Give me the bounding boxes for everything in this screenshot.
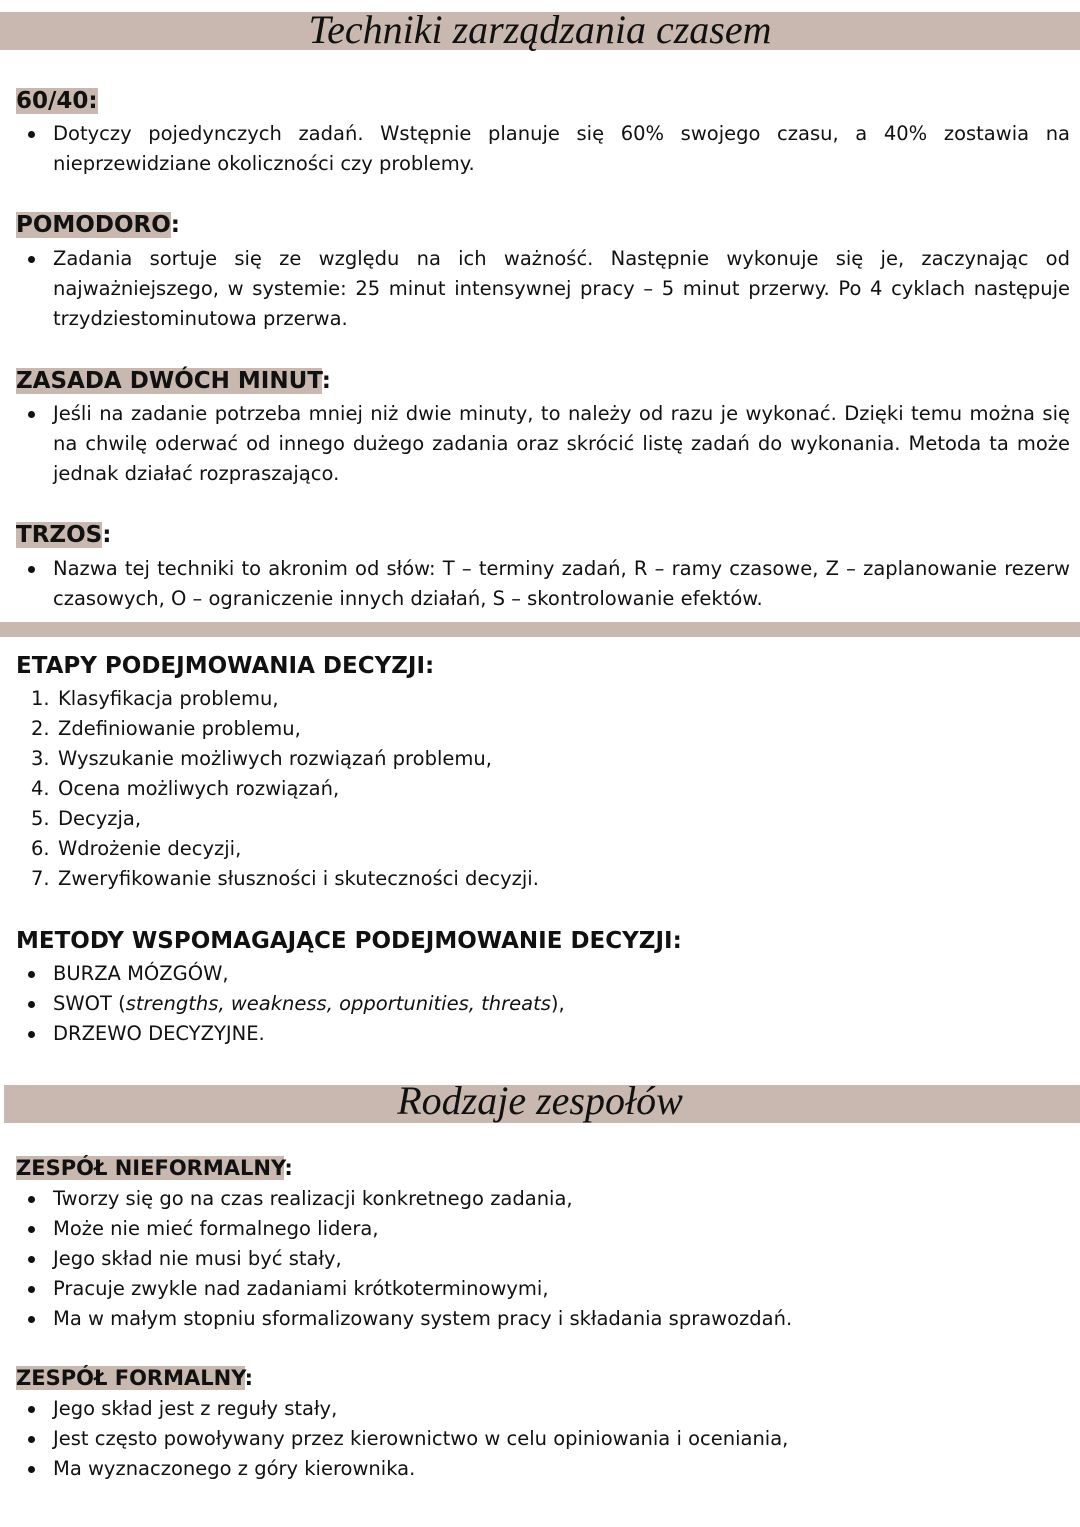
list-item: 4. Ocena możliwych rozwiązań, bbox=[31, 777, 340, 800]
bullet-two-minutes: Jeśli na zadanie potrzeba mniej niż dwie minuty, to należy od razu je wykonać. Dzięki temu można się na chwilę oderwać od innego dużego zadania oraz skrócić listę zadań do wykonania. Metoda ta może jednak działać rozpraszająco. bbox=[53, 399, 1070, 489]
heading-colon: : bbox=[244, 1366, 253, 1390]
heading-colon: : bbox=[321, 368, 331, 394]
list-item: Jest często powoływany przez kierownictwo w celu opiniowania i oceniania, bbox=[53, 1424, 788, 1454]
heading-text: TRZOS bbox=[16, 522, 103, 548]
heading-colon: : bbox=[170, 212, 180, 238]
divider-band bbox=[0, 622, 1080, 637]
list-item: Jego skład jest z reguły stały, bbox=[53, 1394, 788, 1424]
heading-two-minutes bbox=[16, 366, 331, 396]
heading-decision-methods: METODY WSPOMAGAJĄCE PODEJMOWANIE DECYZJI: bbox=[16, 928, 682, 954]
heading-colon: : bbox=[88, 88, 98, 114]
decision-stages-list bbox=[31, 684, 539, 894]
section-title-time-management: Techniki zarządzania czasem bbox=[308, 7, 772, 52]
bullet-60-40: Dotyczy pojedynczych zadań. Wstępnie planuje się 60% swojego czasu, a 40% zostawia na nieprzewidziane okoliczności czy problemy. bbox=[53, 119, 1070, 179]
heading-informal-team bbox=[16, 1153, 293, 1183]
heading-text: ZESPÓŁ NIEFORMALNY bbox=[16, 1156, 285, 1180]
decision-methods-list bbox=[53, 959, 565, 1049]
list-item: 6. Wdrożenie decyzji, bbox=[31, 837, 242, 860]
informal-team-list bbox=[53, 1184, 792, 1334]
list-item: Może nie mieć formalnego lidera, bbox=[53, 1214, 792, 1244]
heading-60-40 bbox=[16, 86, 98, 116]
bullet-pomodoro: Zadania sortuje się ze względu na ich ważność. Następnie wykonuje się je, zaczynając od najważniejszego, w systemie: 25 minut intensywnej pracy – 5 minut przerwy. Po 4 cyklach następuje trzydziestominutowa przerwa. bbox=[53, 244, 1070, 334]
heading-text: POMODORO bbox=[16, 212, 171, 238]
heading-colon: : bbox=[284, 1156, 293, 1180]
list-item: SWOT (strengths, weakness, opportunities, threats), bbox=[53, 989, 565, 1019]
list-item: Ma wyznaczonego z góry kierownika. bbox=[53, 1454, 788, 1484]
heading-trzos bbox=[16, 520, 111, 550]
list-item: Pracuje zwykle nad zadaniami krótkoterminowymi, bbox=[53, 1274, 792, 1304]
list-item: DRZEWO DECYZYJNE. bbox=[53, 1019, 565, 1049]
formal-team-list bbox=[53, 1394, 788, 1484]
heading-formal-team bbox=[16, 1363, 253, 1393]
list-item: 3. Wyszukanie możliwych rozwiązań problemu, bbox=[31, 747, 492, 770]
heading-colon: : bbox=[102, 522, 112, 548]
list-item: 7. Zweryfikowanie słuszności i skuteczności decyzji. bbox=[31, 867, 539, 890]
list-item: BURZA MÓZGÓW, bbox=[53, 959, 565, 989]
list-item: 5. Decyzja, bbox=[31, 807, 142, 830]
list-item: 2. Zdefiniowanie problemu, bbox=[31, 717, 301, 740]
heading-pomodoro bbox=[16, 210, 180, 240]
list-item: 1. Klasyfikacja problemu, bbox=[31, 687, 279, 710]
bullet-trzos: Nazwa tej techniki to akronim od słów: T – terminy zadań, R – ramy czasowe, Z – zaplanowanie rezerw czasowych, O – ograniczenie innych działań, S – skontrolowanie efektów. bbox=[53, 554, 1070, 614]
heading-text: ZESPÓŁ FORMALNY bbox=[16, 1366, 245, 1390]
section-title-team-types: Rodzaje zespołów bbox=[397, 1078, 683, 1123]
heading-decision-stages: ETAPY PODEJMOWANIA DECYZJI: bbox=[16, 653, 435, 679]
list-item: Ma w małym stopniu sformalizowany system pracy i składania sprawozdań. bbox=[53, 1304, 792, 1334]
list-item: Tworzy się go na czas realizacji konkretnego zadania, bbox=[53, 1184, 792, 1214]
heading-text: 60/40 bbox=[16, 88, 89, 114]
heading-text: ZASADA DWÓCH MINUT bbox=[16, 368, 322, 394]
list-item: Jego skład nie musi być stały, bbox=[53, 1244, 792, 1274]
